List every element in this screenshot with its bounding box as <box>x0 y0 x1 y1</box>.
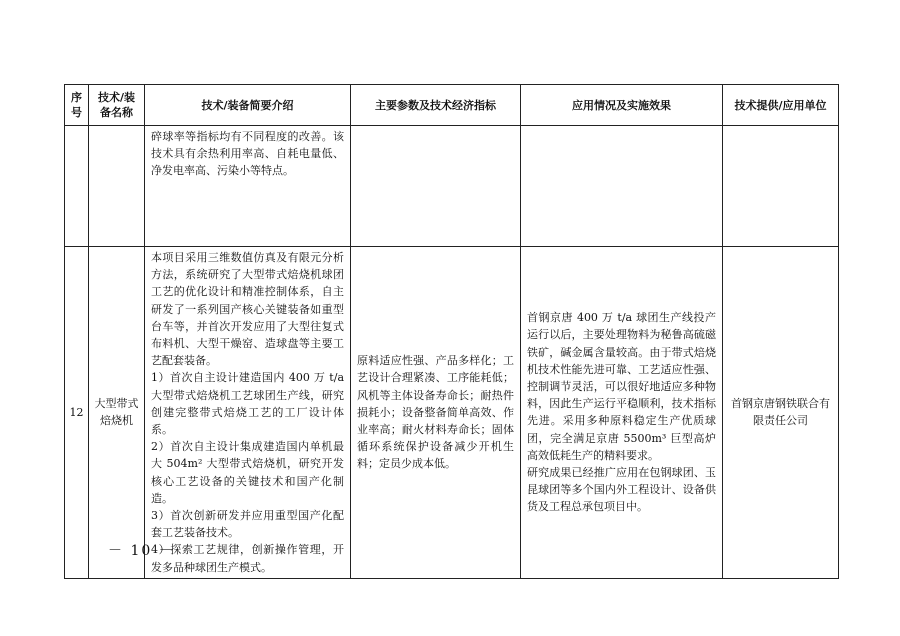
application-paragraph: 研究成果已经推广应用在包钢球团、玉昆球团等多个国内外工程设计、设备供货及工程总承包项目中。 <box>527 466 716 514</box>
cell-name <box>89 247 145 579</box>
header-intro: 技术/装备简要介绍 <box>145 85 351 126</box>
provider-text: 首钢京唐钢铁联合有限责任公司 <box>731 397 830 428</box>
header-application: 应用情况及实施效果 <box>521 85 723 126</box>
equipment-name: 大型带式焙烧机 <box>94 397 139 428</box>
cell-application <box>521 247 723 579</box>
cell-intro-continued <box>145 126 351 247</box>
table-row <box>65 247 839 579</box>
table-row-continued <box>65 126 839 247</box>
cell-application-empty <box>521 126 723 247</box>
intro-paragraph: 2）首次自主设计集成建造国内单机最大 504m² 大型带式焙烧机，研究开发核心工艺设备的关键技术和国产化制造。 <box>151 440 344 505</box>
intro-paragraph: 3）首次创新研发并应用重型国产化配套工艺装备技术。 <box>151 509 344 540</box>
header-number: 序 号 <box>65 85 89 126</box>
table-header-row <box>65 85 839 126</box>
cell-number: 12 <box>65 247 89 579</box>
intro-paragraph: 本项目采用三维数值仿真及有限元分析方法，系统研究了大型带式焙烧机球团工艺的优化设计和精准控制体系，自主研发了一系列国产核心关键装备如重型台车等，并首次开发应用了大型往复式布料机、大型干燥窑、造球盘等主要工艺配套装备。 <box>151 251 344 368</box>
intro-paragraph: 4）探索工艺规律，创新操作管理，开发多品种球团生产模式。 <box>151 543 344 574</box>
technology-table <box>64 84 839 579</box>
header-name: 技术/装 备名称 <box>89 85 145 126</box>
intro-continued-text: 碎球率等指标均有不同程度的改善。该技术具有余热利用率高、自耗电量低、净发电率高、污染小等特点。 <box>151 130 344 178</box>
header-params: 主要参数及技术经济指标 <box>351 85 521 126</box>
cell-params-empty <box>351 126 521 247</box>
application-text <box>521 307 722 517</box>
cell-provider-empty <box>723 126 839 247</box>
cell-intro <box>145 247 351 579</box>
intro-paragraph: 1）首次自主设计建造国内 400 万 t/a 大型带式焙烧机工艺球团生产线，研究创建完整带式焙烧工艺的工厂设计体系。 <box>151 371 344 437</box>
params-text: 原料适应性强、产品多样化；工艺设计合理紧凑、工序能耗低；风机等主体设备寿命长；耐热件损耗小；设备整备简单高效、作业率高；耐火材料寿命长；固体循环系统保护设备减少开机生料；定员少成本低。 <box>357 354 514 471</box>
page-number: － 10 － <box>108 543 175 559</box>
cell-provider <box>723 247 839 579</box>
intro-text <box>145 247 350 578</box>
header-provider: 技术提供/应用单位 <box>723 85 839 126</box>
cell-params <box>351 247 521 579</box>
cell-name-empty <box>89 126 145 247</box>
cell-number-empty <box>65 126 89 247</box>
application-paragraph: 首钢京唐 400 万 t/a 球团生产线投产运行以后，主要处理物料为秘鲁高硫磁铁矿，碱金属含量较高。由于带式焙烧机技术性能先进可靠、工艺适应性强、控制调节灵活，可以很好地适应多种物料，因此生产运行平稳顺利，技术指标先进。采用多种原料稳定生产优质球团，完全满足京唐 5500m³ 巨型高炉高效低耗生产的精料要求。 <box>527 311 716 462</box>
